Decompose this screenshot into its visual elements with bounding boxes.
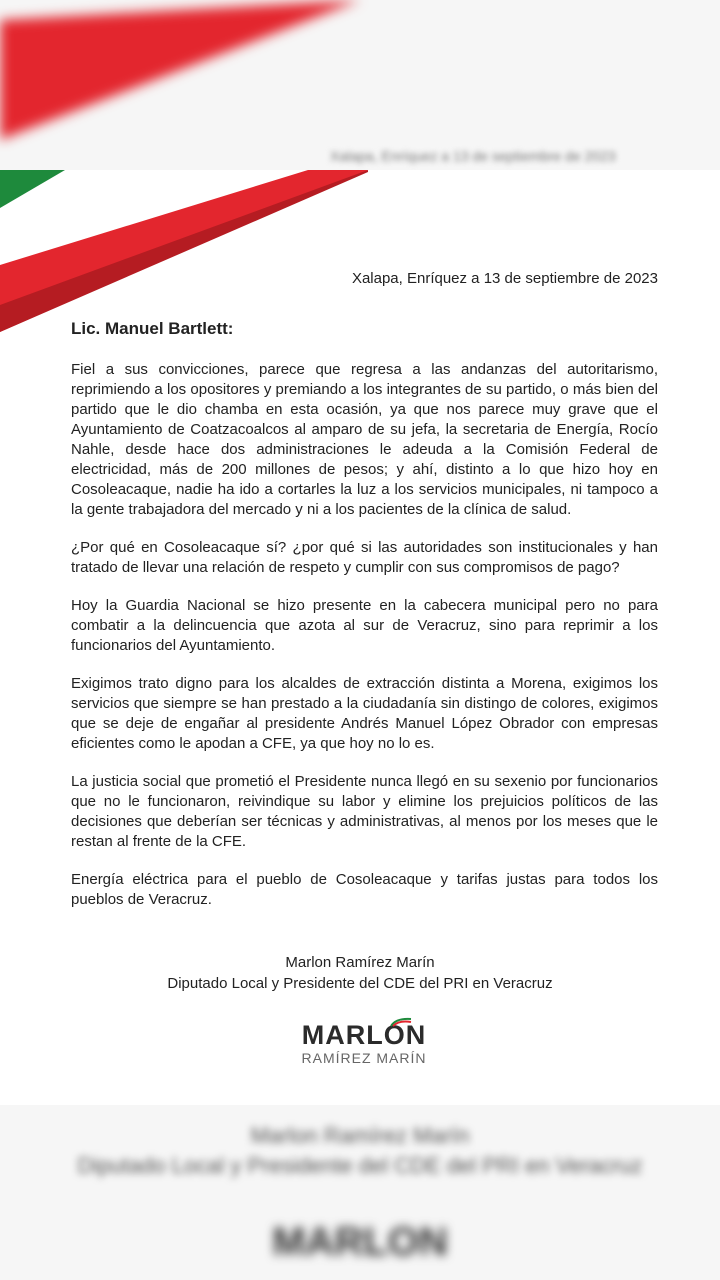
paragraph: Fiel a sus convicciones, parece que regresa a las andanzas del autoritarismo, reprimiendo a los opositores y premiando a los integrantes de su partido, o más bien del partido que le dio chamba en esta ocasión, ya que nos parece muy grave que el Ayuntamiento de Coatzacoalcos al amparo de su jefa, la secretaria de Energía, Rocío Nahle, desde hace dos administraciones le adeuda a la Comisión Federal de electricidad, más de 200 millones de pesos; y ahí, distinto a lo que hizo hoy en Cosoleacaque, nadie ha ido a cortarles la luz a los servicios municipales, ni tampoco a la gente trabajadora del mercado y ni a los pacientes de la clínica de salud.: [71, 361, 658, 518]
paragraph: ¿Por qué en Cosoleacaque sí? ¿por qué si las autoridades son institucionales y han tratado de llevar una relación de respeto y cumplir con sus compromisos de pago?: [71, 539, 658, 576]
blurred-stripe-decoration: [0, 0, 720, 170]
signature-name: Marlon Ramírez Marín: [285, 954, 435, 971]
letter-page: [0, 170, 720, 1105]
logo-name: MARLON: [301, 1020, 427, 1050]
blurred-logo: MARLON: [272, 1220, 448, 1264]
letter-greeting: Lic. Manuel Bartlett:: [71, 319, 234, 338]
signature-title: Diputado Local y Presidente del CDE del PRI en Veracruz: [167, 975, 553, 992]
paragraph: Energía eléctrica para el pueblo de Cosoleacaque y tarifas justas para todos los pueblos de Veracruz.: [71, 871, 658, 908]
logo-surname: RAMÍREZ MARÍN: [301, 1050, 427, 1066]
tricolor-swoosh-icon: [390, 1017, 412, 1027]
paragraph: Exigimos trato digno para los alcaldes de extracción distinta a Morena, exigimos los servicios que siempre se han prestado a la ciudadanía sin distingo de colores, exigimos que se deje de engañar al presidente Andrés Manuel López Obrador con empresas eficientes como le apodan a CFE, ya que hoy no lo es.: [71, 675, 658, 752]
letter-body: [71, 360, 658, 928]
blurred-background-bottom: [0, 1105, 720, 1280]
marlon-logo: [0, 1020, 720, 1066]
blurred-signature-title: Diputado Local y Presidente del CDE del PRI en Veracruz: [77, 1153, 643, 1178]
blurred-signature-name: Marlon Ramírez Marín: [250, 1123, 470, 1148]
paragraph: La justicia social que prometió el Presidente nunca llegó en su sexenio por funcionarios que no le funcionaron, reivindique su labor y elimine los prejuicios políticos de las decisiones que deberían ser técnicas y administrativas, al menos por los meses que le restan al frente de la CFE.: [71, 773, 658, 850]
blurred-date-text: Xalapa, Enríquez a 13 de septiembre de 2023: [330, 148, 616, 164]
letter-date: Xalapa, Enríquez a 13 de septiembre de 2023: [351, 270, 658, 287]
signature-block: [0, 952, 720, 994]
paragraph: Hoy la Guardia Nacional se hizo presente en la cabecera municipal pero no para combatir a la delincuencia que azota al sur de Veracruz, sino para reprimir a los funcionarios del Ayuntamiento.: [71, 597, 658, 654]
blurred-background-top: [0, 0, 720, 170]
